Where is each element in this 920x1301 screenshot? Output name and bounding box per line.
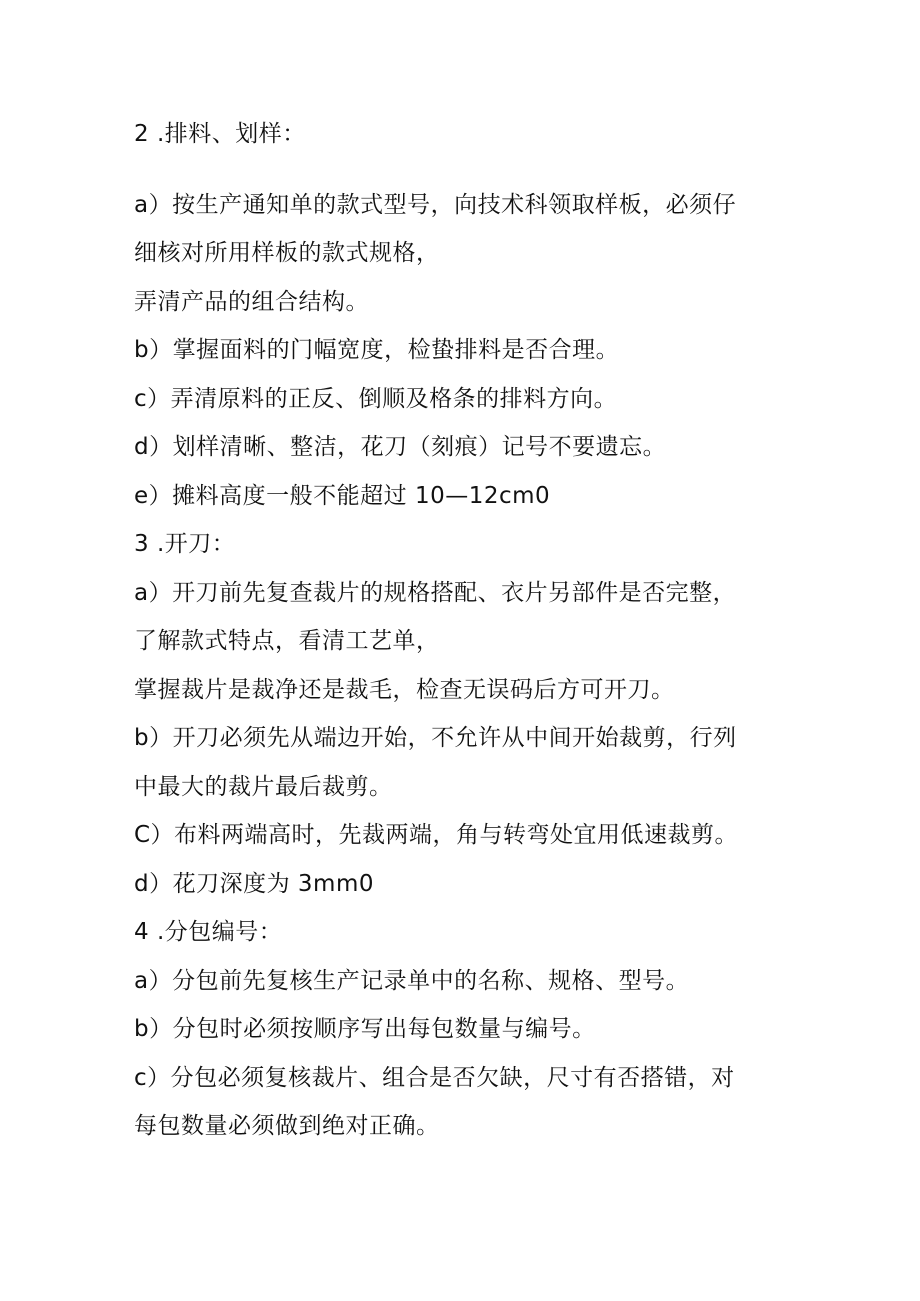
document-body — [134, 110, 794, 1151]
section-heading-cutting: 3 .开刀： — [134, 531, 236, 557]
text-line: b）掌握面料的门幅宽度，检蛰排料是否合理。 — [134, 337, 620, 363]
text-line: e）摊料高度一般不能超过 10—12cm0 — [134, 482, 551, 509]
text-line: 中最大的裁片最后裁剪。 — [134, 773, 393, 800]
text-line: c）分包必须复核裁片、组合是否欠缺，尺寸有否搭错，对 — [134, 1064, 735, 1091]
text-line: d）花刀深度为 3mm0 — [134, 870, 374, 897]
section-heading-layout-marking: 2 .排料、划样： — [134, 121, 306, 147]
text-line: 掌握裁片是裁净还是裁毛，检查无误码后方可开刀。 — [134, 676, 675, 703]
text-line: b）分包时必须按顺序写出每包数量与编号。 — [134, 1016, 596, 1042]
text-line: a）按生产通知单的款式型号，向技术科领取样板，必须仔 — [134, 191, 737, 218]
text-line: 每包数量必须做到绝对正确。 — [134, 1113, 440, 1139]
text-line: c）弄清原料的正反、倒顺及格条的排料方向。 — [134, 385, 618, 412]
text-line: 弄清产品的组合结构。 — [134, 288, 369, 315]
section-heading-bundling-numbering: 4 .分包编号： — [134, 919, 283, 945]
text-line: a）分包前先复核生产记录单中的名称、规格、型号。 — [134, 967, 690, 994]
text-line: 细核对所用样板的款式规格， — [134, 240, 440, 266]
text-line: b）开刀必须先从端边开始，不允许从中间开始裁剪，行列 — [134, 725, 737, 751]
text-line: a）开刀前先复查裁片的规格搭配、衣片另部件是否完整， — [134, 579, 737, 606]
text-line: d）划样清晰、整洁，花刀（刻痕）记号不要遗忘。 — [134, 434, 667, 460]
text-line: C）布料两端高时，先裁两端，角与转弯处宜用低速裁剪。 — [134, 822, 739, 848]
text-line: 了解款式特点，看清工艺单， — [134, 628, 440, 654]
